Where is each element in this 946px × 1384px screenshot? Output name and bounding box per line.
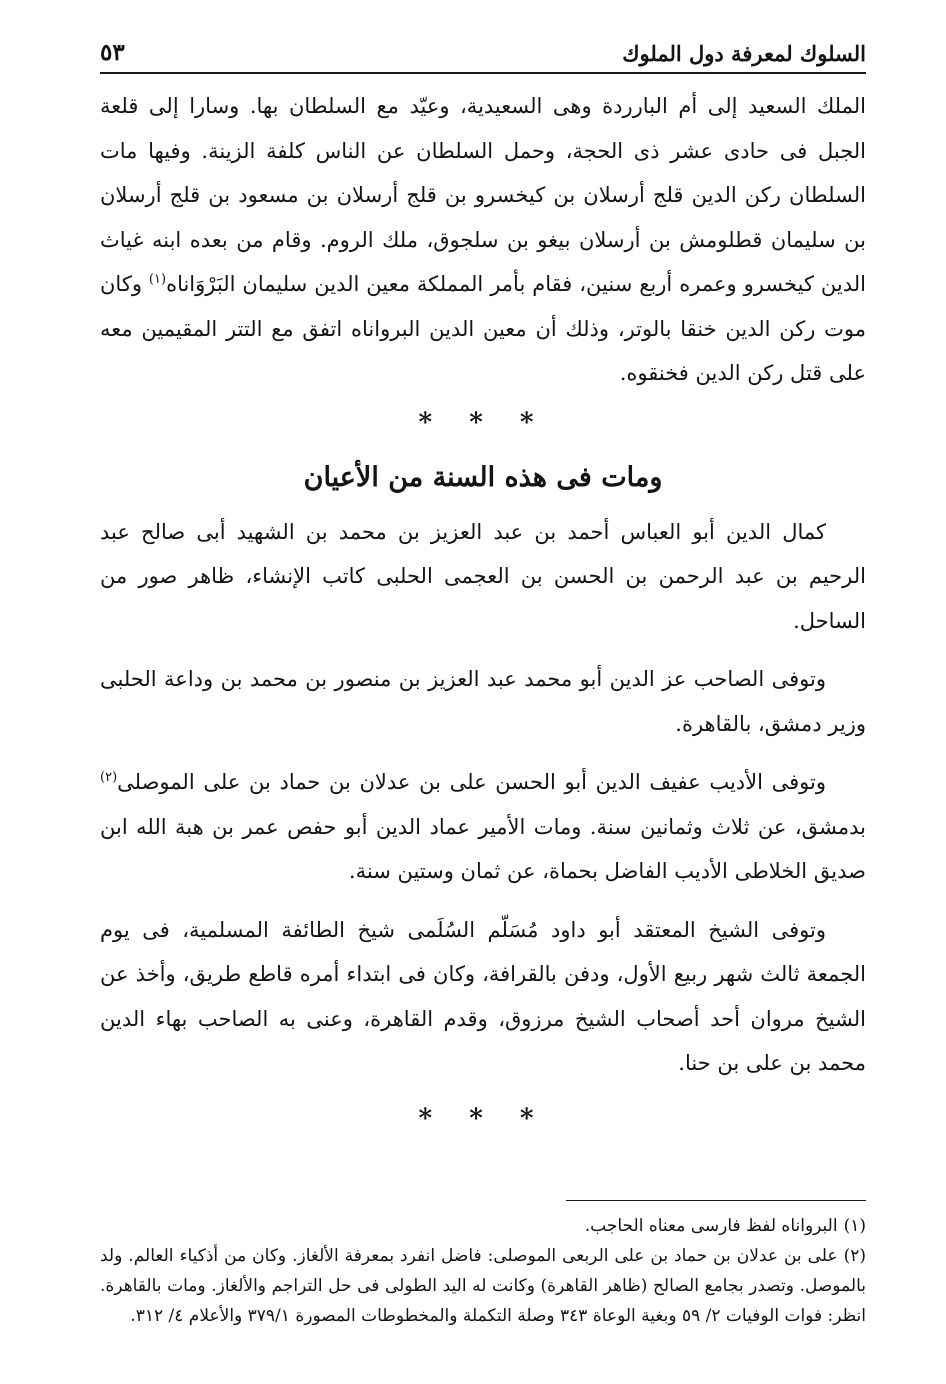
page-number: ٥٣	[100, 39, 125, 66]
section-title: ومات فى هذه السنة من الأعيان	[303, 461, 663, 493]
footnote-number: (١)	[843, 1215, 866, 1236]
footnote-number: (٢)	[843, 1245, 866, 1266]
footnotes	[100, 1211, 866, 1331]
entry-paragraph	[100, 760, 866, 894]
separator-stars: * * *	[418, 407, 548, 438]
book-page	[100, 26, 866, 1366]
footnote-2	[100, 1241, 866, 1331]
intro-paragraph	[100, 84, 866, 396]
intro-text-before-note: الملك السعيد إلى أم البارردة وهى السعيدية، وعيّد مع السلطان بها. وسارا إلى قلعة الجبل فى حادى عشر ذى الحجة، وحمل السلطان عن الناس كلفة الزينة. وفيها مات السلطان ركن الدين قلج أرسلان بن كيخسرو بن قلج أرسلان بن مسعود بن قلج أرسلان بن سليمان قطلومش بن أرسلان بيغو بن سلجوق، ملك الروم. وقام من بعده ابنه غياث الدين كيخسرو وعمره أربع سنين، فقام بأمر المملكة معين الدين سليمان البَرْوَاناه	[100, 94, 867, 296]
entry-text-before-note: وتوفى الأديب عفيف الدين أبو الحسن على بن عدلان بن حماد بن على الموصلى	[117, 770, 826, 794]
entry-paragraph: وتوفى الشيخ المعتقد أبو داود مُسَلّم السُلَمى شيخ الطائفة المسلمية، فى يوم الجمعة ثالث شهر ربيع الأول، ودفن بالقرافة، وكان فى ابتداء أمره قاطع طريق، وأخذ عن الشيخ مروان أحد أصحاب الشيخ مرزوق، وقدم القاهرة، وعنى به الصاحب بهاء الدين محمد بن على بن حنا.	[100, 917, 866, 1075]
book-title: السلوك لمعرفة دول الملوك	[622, 41, 866, 66]
entry-paragraph: وتوفى الصاحب عز الدين أبو محمد عبد العزيز بن منصور بن محمد بن وداعة الحلبى وزير دمشق، بالقاهرة.	[100, 667, 866, 736]
entry-paragraph: كمال الدين أبو العباس أحمد بن عبد العزيز بن محمد بن الشهيد أبى صالح عبد الرحيم بن عبد الرحمن بن الحسن بن العجمى الحلبى كاتب الإنشاء، ظاهر صور من الساحل.	[100, 519, 866, 633]
entry-text-after-note: بدمشق، عن ثلاث وثمانين سنة. ومات الأمير عماد الدين أبو حفص عمر بن هبة الله ابن صديق الخلاطى الأديب الفاضل بحماة، عن ثمان وستين سنة.	[100, 814, 866, 883]
intro-text-after-note: وكان موت ركن الدين خنقا بالوتر، وذلك أن معين الدين البرواناه اتفق مع التتر المقيمين معه على قتل ركن الدين فخنقوه.	[100, 272, 866, 385]
footnote-ref-2[interactable]: (٢)	[100, 770, 118, 785]
running-header	[100, 26, 866, 74]
footnote-rule	[566, 1200, 866, 1201]
footnote-text: على بن عدلان بن حماد بن على الربعى الموصلى: فاضل انفرد بمعرفة الألغاز. وكان من أذكياء العالم. ولد بالموصل. وتصدر بجامع الصالح (ظاهر القاهرة) وكانت له اليد الطولى فى حل التراجم والألغاز. ومات بالقاهرة. انظر: فوات الوفيات ٢/ ٥٩ وبغية الوعاة ٣٤٣ وصلة التكملة والمخطوطات المصورة ٣٧٩/١ والأعلام ٤/ ٣١٢.	[100, 1245, 866, 1326]
footnote-ref-1[interactable]: (١)	[148, 272, 167, 287]
footnote-text: البرواناه لفظ فارسى معناه الحاجب.	[584, 1215, 838, 1236]
footnote-1	[100, 1211, 866, 1241]
separator-stars: * * *	[418, 1103, 548, 1134]
